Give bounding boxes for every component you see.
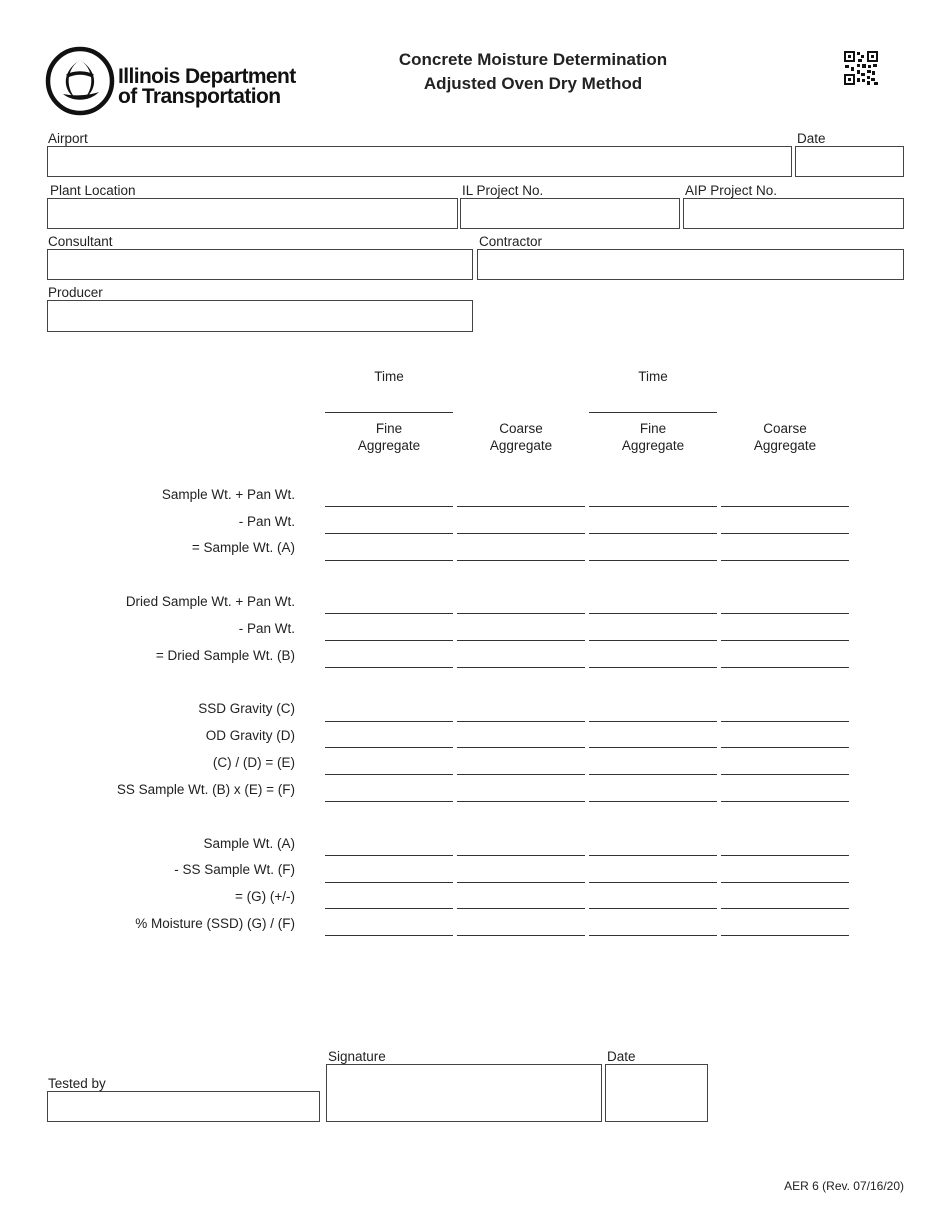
tested-by-label: Tested by — [48, 1076, 106, 1091]
entry-line-r11-c1[interactable] — [325, 855, 453, 856]
aip-project-no-field[interactable] — [683, 198, 904, 229]
signature-label: Signature — [328, 1049, 386, 1064]
signature-date-field[interactable] — [605, 1064, 708, 1122]
entry-line-r4-c4[interactable] — [721, 613, 849, 614]
column-header-line2: Aggregate — [357, 438, 421, 453]
contractor-label: Contractor — [479, 234, 543, 249]
signature-date-label: Date — [607, 1049, 636, 1064]
entry-line-r2-c4[interactable] — [721, 533, 849, 534]
entry-line-r6-c4[interactable] — [721, 667, 849, 668]
entry-line-r4-c3[interactable] — [589, 613, 717, 614]
date-label: Date — [797, 131, 826, 146]
column-header-fine-2 — [589, 420, 717, 454]
entry-line-r7-c1[interactable] — [325, 721, 453, 722]
entry-line-r5-c4[interactable] — [721, 640, 849, 641]
entry-line-r5-c2[interactable] — [457, 640, 585, 641]
consultant-field[interactable] — [47, 249, 473, 280]
entry-line-r9-c4[interactable] — [721, 774, 849, 775]
entry-line-r6-c1[interactable] — [325, 667, 453, 668]
entry-line-r10-c2[interactable] — [457, 801, 585, 802]
contractor-field[interactable] — [477, 249, 904, 280]
entry-line-r5-c1[interactable] — [325, 640, 453, 641]
entry-line-r8-c3[interactable] — [589, 747, 717, 748]
entry-line-r2-c2[interactable] — [457, 533, 585, 534]
column-header-line1: Fine — [639, 421, 667, 436]
entry-line-r11-c3[interactable] — [589, 855, 717, 856]
agency-name-line1: Illinois Department — [118, 65, 296, 88]
entry-line-r1-c4[interactable] — [721, 506, 849, 507]
time-entry-line-2[interactable] — [589, 412, 717, 413]
form-title-line2: Adjusted Oven Dry Method — [423, 74, 643, 93]
row-label-moisture-ssd: % Moisture (SSD) (G) / (F) — [135, 916, 295, 931]
tested-by-field[interactable] — [47, 1091, 320, 1122]
row-label-ssd-gravity-c: SSD Gravity (C) — [198, 701, 295, 716]
column-header-line1: Coarse — [499, 421, 543, 436]
row-label-sample-pan-wt: Sample Wt. + Pan Wt. — [161, 487, 295, 502]
form-title-line1: Concrete Moisture Determination — [398, 50, 668, 69]
form-id: AER 6 (Rev. 07/16/20) — [784, 1179, 904, 1193]
plant-location-field[interactable] — [47, 198, 458, 229]
entry-line-r7-c3[interactable] — [589, 721, 717, 722]
entry-line-r13-c3[interactable] — [589, 908, 717, 909]
agency-name-line2: of Transportation — [118, 85, 281, 108]
row-label-g: = (G) (+/-) — [235, 889, 295, 904]
row-label-od-gravity-d: OD Gravity (D) — [205, 728, 295, 743]
entry-line-r14-c4[interactable] — [721, 935, 849, 936]
entry-line-r8-c2[interactable] — [457, 747, 585, 748]
entry-line-r4-c2[interactable] — [457, 613, 585, 614]
row-label-dried-sample-pan-wt: Dried Sample Wt. + Pan Wt. — [125, 594, 295, 609]
plant-location-label: Plant Location — [50, 183, 136, 198]
row-label-dried-sample-wt-b: = Dried Sample Wt. (B) — [155, 648, 295, 663]
entry-line-r1-c1[interactable] — [325, 506, 453, 507]
entry-line-r13-c4[interactable] — [721, 908, 849, 909]
entry-line-r9-c1[interactable] — [325, 774, 453, 775]
entry-line-r3-c3[interactable] — [589, 560, 717, 561]
idot-logo — [45, 46, 115, 116]
entry-line-r1-c2[interactable] — [457, 506, 585, 507]
entry-line-r6-c3[interactable] — [589, 667, 717, 668]
idot-logo-mark-icon — [45, 46, 115, 116]
entry-line-r5-c3[interactable] — [589, 640, 717, 641]
time-label-1: Time — [374, 369, 404, 384]
entry-line-r9-c2[interactable] — [457, 774, 585, 775]
column-header-coarse-1 — [457, 420, 585, 454]
column-header-line2: Aggregate — [621, 438, 685, 453]
il-project-no-field[interactable] — [460, 198, 680, 229]
entry-line-r8-c4[interactable] — [721, 747, 849, 748]
entry-line-r2-c3[interactable] — [589, 533, 717, 534]
column-header-line2: Aggregate — [489, 438, 553, 453]
entry-line-r11-c4[interactable] — [721, 855, 849, 856]
entry-line-r14-c3[interactable] — [589, 935, 717, 936]
il-project-no-label: IL Project No. — [462, 183, 544, 198]
entry-line-r4-c1[interactable] — [325, 613, 453, 614]
row-label-pan-wt-2: - Pan Wt. — [238, 621, 295, 636]
entry-line-r9-c3[interactable] — [589, 774, 717, 775]
entry-line-r10-c4[interactable] — [721, 801, 849, 802]
time-label-2: Time — [638, 369, 668, 384]
producer-field[interactable] — [47, 300, 473, 332]
entry-line-r3-c1[interactable] — [325, 560, 453, 561]
entry-line-r10-c1[interactable] — [325, 801, 453, 802]
consultant-label: Consultant — [48, 234, 113, 249]
row-label-minus-ss-sample-wt-f: - SS Sample Wt. (F) — [174, 862, 295, 877]
entry-line-r11-c2[interactable] — [457, 855, 585, 856]
row-label-sample-wt-a-2: Sample Wt. (A) — [203, 836, 295, 851]
producer-label: Producer — [48, 285, 103, 300]
entry-line-r13-c1[interactable] — [325, 908, 453, 909]
airport-label: Airport — [48, 131, 88, 146]
entry-line-r10-c3[interactable] — [589, 801, 717, 802]
entry-line-r13-c2[interactable] — [457, 908, 585, 909]
date-field[interactable] — [795, 146, 904, 177]
entry-line-r6-c2[interactable] — [457, 667, 585, 668]
airport-field[interactable] — [47, 146, 792, 177]
column-header-line1: Fine — [375, 421, 403, 436]
entry-line-r12-c4[interactable] — [721, 882, 849, 883]
entry-line-r1-c3[interactable] — [589, 506, 717, 507]
column-header-line2: Aggregate — [753, 438, 817, 453]
entry-line-r14-c2[interactable] — [457, 935, 585, 936]
row-label-c-over-d-e: (C) / (D) = (E) — [212, 755, 295, 770]
column-header-fine-1 — [325, 420, 453, 454]
column-header-coarse-2 — [721, 420, 849, 454]
aip-project-no-label: AIP Project No. — [685, 183, 778, 198]
row-label-ss-sample-wt-f: SS Sample Wt. (B) x (E) = (F) — [116, 782, 295, 797]
signature-field[interactable] — [326, 1064, 602, 1122]
entry-line-r7-c2[interactable] — [457, 721, 585, 722]
qr-code-icon — [844, 51, 878, 85]
entry-line-r14-c1[interactable] — [325, 935, 453, 936]
entry-line-r7-c4[interactable] — [721, 721, 849, 722]
entry-line-r8-c1[interactable] — [325, 747, 453, 748]
column-header-line1: Coarse — [763, 421, 807, 436]
entry-line-r12-c3[interactable] — [589, 882, 717, 883]
row-label-pan-wt-1: - Pan Wt. — [238, 514, 295, 529]
entry-line-r12-c1[interactable] — [325, 882, 453, 883]
entry-line-r3-c2[interactable] — [457, 560, 585, 561]
entry-line-r2-c1[interactable] — [325, 533, 453, 534]
row-label-sample-wt-a: = Sample Wt. (A) — [191, 540, 295, 555]
entry-line-r3-c4[interactable] — [721, 560, 849, 561]
entry-line-r12-c2[interactable] — [457, 882, 585, 883]
time-entry-line-1[interactable] — [325, 412, 453, 413]
